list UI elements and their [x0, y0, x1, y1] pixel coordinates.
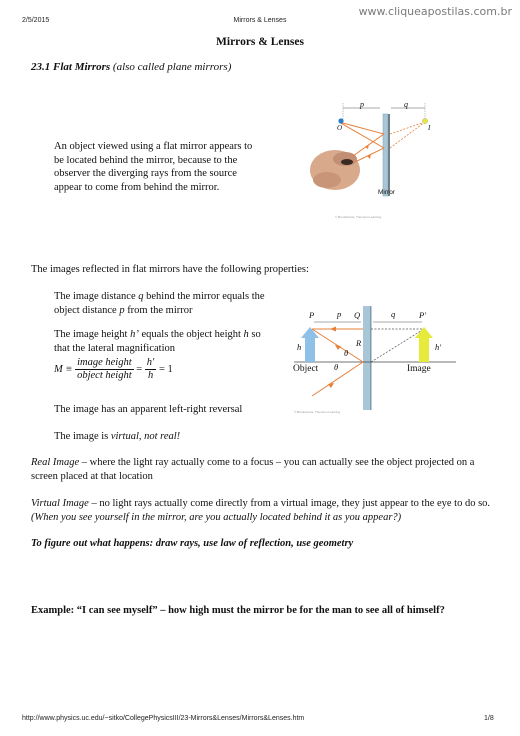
property-2-text-b: equals the object height	[138, 329, 244, 340]
virtual-image-note: (When you see yourself in the mirror, are you actually located behind it as you appear?)	[31, 511, 402, 523]
fig2-label-Q: Q	[354, 310, 361, 320]
virtual-image-definition	[31, 497, 497, 524]
fig2-credit: © Brooks/Cole, Thomson Learning	[294, 410, 341, 414]
h-denominator: h	[147, 370, 154, 381]
virtual-image-text: – no light rays actually come directly from a virtual image, they just appear to the eye to do so.	[88, 498, 491, 509]
image-arrow-body	[419, 337, 429, 362]
fig2-label-image: Image	[407, 364, 431, 374]
horizontal-ray-arrowhead	[330, 327, 336, 332]
cheek-shape	[313, 172, 341, 188]
property-image-height	[54, 328, 264, 355]
fig1-label-q: q	[404, 100, 408, 109]
equals-one: = 1	[158, 363, 173, 375]
section-heading-text: 23.1 Flat Mirrors	[31, 61, 111, 73]
fig1-label-I: I	[428, 124, 431, 132]
object-arrow-body	[305, 337, 315, 362]
magnification-symbol: M ≡	[54, 363, 73, 375]
property-4-text-a: The image is	[54, 431, 111, 442]
mirror-edge-shape	[370, 306, 372, 410]
fig2-label-R: R	[356, 338, 362, 348]
image-geometry-figure	[290, 304, 460, 418]
real-image-definition	[31, 456, 497, 483]
height-ratio-fraction	[75, 357, 134, 382]
mirror-back-shape	[388, 114, 390, 196]
virtual-ray-1	[390, 122, 425, 134]
fig2-label-p: p	[337, 309, 342, 319]
property-2-h: h	[243, 329, 249, 340]
real-image-term: Real Image	[31, 457, 80, 468]
property-4-emphasis: virtual, not real!	[110, 431, 181, 442]
fig2-label-theta-2: θ	[334, 362, 339, 372]
method-statement: To figure out what happens: draw rays, use law of reflection, use geometry	[31, 538, 354, 549]
fig2-label-q: q	[391, 309, 396, 319]
fig2-label-object: Object	[293, 364, 319, 374]
magnification-equation	[54, 357, 173, 382]
object-dot	[338, 118, 343, 123]
mirror-shape	[363, 306, 370, 410]
fraction-numerator: image height	[77, 357, 132, 368]
image-geometry-diagram	[290, 304, 460, 418]
fig1-label-mirror: Mirror	[378, 189, 395, 196]
section-heading	[31, 61, 231, 75]
watermark: www.cliqueapostilas.com.br	[358, 5, 512, 18]
virtual-ray-2	[390, 122, 425, 148]
image-arrow-head	[415, 327, 433, 338]
property-2-text-c: so that the lateral magnification	[54, 329, 261, 354]
property-1-text-b: behind the mirror equals the object distance	[54, 291, 265, 316]
print-title: Mirrors & Lenses	[233, 17, 287, 24]
property-1-text-a: The image distance	[54, 291, 139, 302]
fraction-denominator: object height	[77, 370, 132, 381]
print-date: 2/5/2015	[22, 17, 50, 24]
fig2-label-P: P	[309, 310, 315, 320]
incident-ray-1	[339, 122, 384, 134]
h-ratio-fraction	[145, 357, 157, 382]
mirror-shape	[383, 114, 388, 196]
footer-page-number: 1/8	[484, 715, 494, 722]
h-prime-numerator: h′	[146, 357, 155, 368]
virtual-image-term: Virtual Image	[31, 498, 89, 509]
fig2-label-P-prime: P′	[419, 310, 427, 320]
property-1-p: p	[119, 304, 125, 316]
real-image-text: – where the light ray actually come to a focus – you can actually see the object projected on a screen placed at that location	[31, 457, 475, 482]
eye-shape	[341, 159, 353, 165]
property-1-q: q	[138, 291, 144, 302]
equals-sign: =	[136, 363, 143, 375]
fig1-credit: © Brooks/Cole, Thomson Learning	[335, 215, 382, 219]
page-title: Mirrors & Lenses	[216, 36, 304, 48]
example-question: Example: “I can see myself” – how high must the mirror be for the man to see all of himself?	[31, 605, 445, 616]
virtual-ray	[371, 329, 424, 362]
fig1-label-O: O	[337, 124, 343, 132]
property-image-distance	[54, 290, 274, 317]
footer-url[interactable]: http://www.physics.uc.edu/~sitko/CollegePhysicsIII/23-Mirrors&Lenses/Mirrors&Lenses.htm	[22, 715, 305, 722]
property-2-text-a: The image height	[54, 329, 131, 340]
property-reversal: The image has an apparent left-right reversal	[54, 404, 243, 415]
fig2-label-h-prime: h′	[435, 342, 442, 352]
property-virtual	[54, 430, 180, 444]
reflected-ray-arrowhead	[328, 383, 334, 388]
flat-mirror-diagram	[305, 96, 445, 222]
flat-mirror-figure	[305, 96, 445, 222]
properties-intro: The images reflected in flat mirrors have the following properties:	[31, 264, 309, 275]
section-heading-note: (also called plane mirrors)	[112, 61, 232, 73]
image-dot	[422, 118, 427, 123]
fig2-label-theta-1: θ	[344, 348, 349, 358]
property-1-text-c: from the mirror	[124, 304, 193, 316]
fig2-label-h: h	[297, 342, 302, 352]
fig1-label-p: p	[360, 100, 364, 109]
incident-ray-2	[339, 122, 384, 148]
intro-paragraph: An object viewed using a flat mirror appears to be located behind the mirror, because to the observer the diverging rays from the source appear to come from behind the mirror.	[54, 141, 253, 193]
property-2-h-prime: h’	[130, 329, 139, 340]
